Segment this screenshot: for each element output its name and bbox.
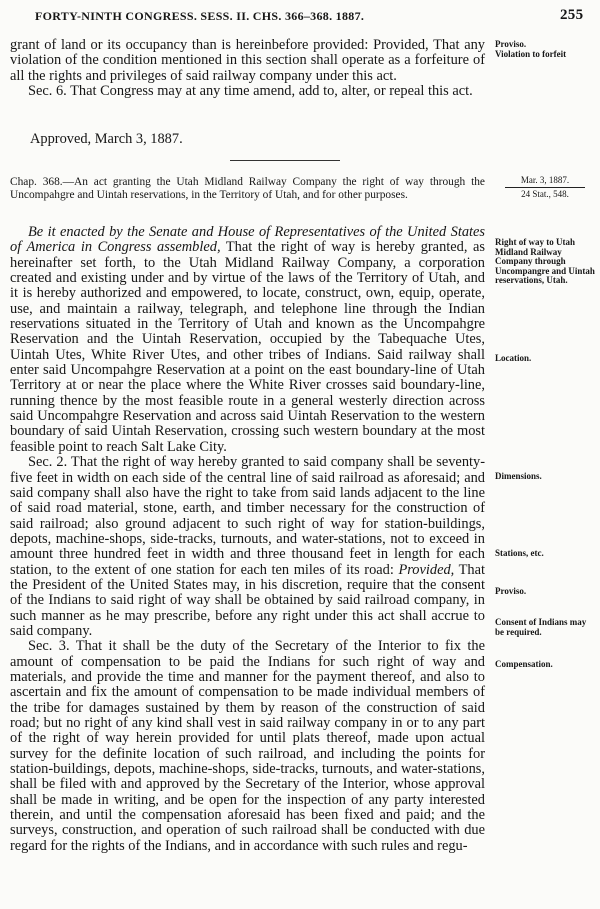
paragraph-forfeiture: grant of land or its occupancy than is hereinbefore provided: Provided, That any violation of the condition mentioned in this section shall operate as a forfeiture of all the rights and privileges of said railway company under this act. (10, 37, 485, 84)
sec-2-text-a: Sec. 2. That the right of way hereby granted to said company shall be seventy-five feet in width on each side of the central line of said railroad as aforesaid; and said company shall also have the right to take from said lands adjacent to the line of said road material, stone, earth, and timber necessary for the construction of said railroad; also ground adjacent to such right of way for station-buildings, depots, machine-shops, side-tracks, turnouts, and water-stations, not to exceed in amount three hundred feet in width and three thousand feet in length for each station, to the extent of one station for each ten miles of its road: (10, 454, 485, 578)
paragraph-sec-1 (10, 225, 485, 455)
chapter-date-box (497, 175, 593, 200)
margin-note-location: Location. (495, 353, 532, 363)
margin-note-dimensions: Dimensions. (495, 471, 542, 481)
margin-note-proviso-forfeit: Proviso. Violation to forfeit (495, 39, 567, 59)
approval-line: Approved, March 3, 1887. (30, 131, 183, 147)
chapter-title: Chap. 368.—An act granting the Utah Midland Railway Company the right of way through the Uncompahgre and Uintah reservations, in the Territory of Utah, and for other purposes. (10, 176, 485, 201)
sec-2-text-b: That the President of the United States may, in his discretion, require that the consent of the Indians to said right of way shall be obtained by said railroad company, in such manner as he may prescribe, before any right under this act shall accrue to said company. (10, 561, 485, 639)
act-body (10, 225, 485, 854)
paragraph-sec-6: Sec. 6. That Congress may at any time amend, add to, alter, or repeal this act. (28, 83, 473, 100)
running-head: FORTY-NINTH CONGRESS. SESS. II. CHS. 366–368. 1887. (35, 9, 365, 23)
continued-text (10, 38, 485, 99)
chapter-stat: 24 Stat., 548. (521, 189, 569, 199)
paragraph-sec-3: Sec. 3. That it shall be the duty of the Secretary of the Interior to fix the amount of compensation to be paid the Indians for such right of way and materials, and provide the time and manner for the payment thereof, and also to ascertain and fix the amount of compensation to be made individual members of the tribe for damages sustained by them by reason of the construction of said road; but no right of any kind shall vest in said railway company in or to any part of the right of way herein provided for until plats thereof, made upon actual survey for the definite location of such railroad, and including the points for station-buildings, depots, machine-shops, side-tracks, turnouts, and water-stations, shall be filed with and approved by the Secretary of the Interior, whose approval shall be made in writing, and be open for the inspection of any party interested therein, and until the compensation aforesaid has been fixed and paid; and the surveys, construction, and operation of such railroad shall be conducted with due regard for the rights of the Indians, and in accordance with such rules and regu- (10, 638, 485, 854)
page-number: 255 (560, 7, 584, 23)
date-rule (505, 187, 585, 188)
provided-word: Provided, (398, 561, 455, 578)
margin-note-proviso: Proviso. (495, 586, 527, 596)
sec-1-text: That the right of way is hereby granted, as hereinafter set forth, to the Utah Midland Railway Company, a corporation created and existing under and by virtue of the laws of the Territory of Utah, and it is hereby authorized and empowered, to locate, construct, own, equip, operate, use, and maintain a railway, telegraph, and telephone line through the Indian reservations situated in the Territory of Utah and known as the Uncompahgre Reservation and the Uintah Reservation, occupied by the Tabequache Utes, Uintah Utes, White River Utes, and other tribes of Indians. Said railway shall enter said Uncompahgre Reservation at a point on the east boundary-line of Utah Territory at or near the place where the White River crosses said boundary-line, running thence by the most feasible route in a general westerly direction across said Uncompahgre Reservation and across said Uintah Reservation to the western boundary of said Uintah Reservation, crossing such western boundary at the most feasible point to reach Salt Lake City. (10, 239, 485, 455)
chapter-date: Mar. 3, 1887. (520, 175, 570, 185)
margin-note-right-of-way: Right of way to Utah Midland Railway Company through Uncompangre and Uintah reservations, Utah. (495, 237, 595, 286)
margin-note-stations: Stations, etc. (495, 548, 544, 558)
running-header (0, 8, 600, 26)
enacting-clause: Be it enacted by the Senate and House of Representatives of the United States of America in Congress assembled, (10, 224, 485, 256)
paragraph-sec-2 (10, 455, 485, 639)
margin-note-compensation: Compensation. (495, 659, 553, 669)
margin-note-consent: Consent of Indians may be required. (495, 617, 587, 637)
section-divider (230, 160, 340, 161)
